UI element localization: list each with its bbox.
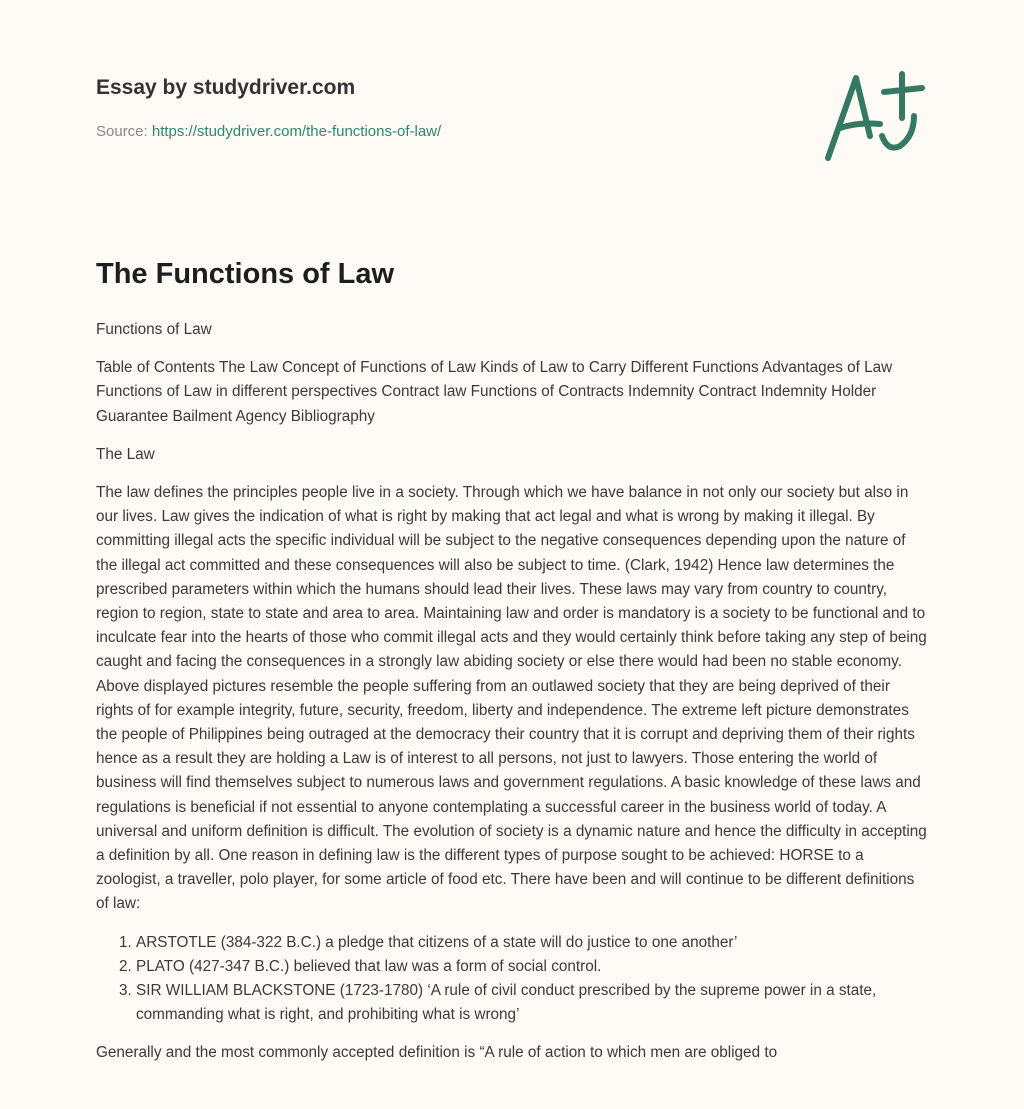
a-plus-logo-icon [818, 66, 928, 166]
list-item: 1. ARSTOTLE (384-322 B.C.) a pledge that citizens of a state will do justice to one another’ [136, 931, 928, 955]
body-paragraph: The law defines the principles people live in a society. Through which we have balance in not only our society but also in our lives. Law gives the indication of what is right by making that act legal and what is wrong by making it illegal. By committing illegal acts the specific individual will be subject to the negative consequences depending upon the nature of the illegal act committed and these consequences will also be subject to time. (Clark, 1942) Hence law determines the prescribed parameters within which the humans should lead their lives. These laws may vary from country to country, region to region, state to state and area to area. Maintaining law and order is mandatory is a society to be functional and to inculcate fear into the hearts of those who commit illegal acts and they would certainly think before taking any step of being caught and facing the consequences in a strongly law abiding society or else there would had been no stable economy. Above displayed pictures resemble the people suffering from an outlawed society that they are being deprived of their rights of for example integrity, future, security, freedom, liberty and independence. The extreme left picture demonstrates the people of Philippines being outraged at the democracy their country that it is corrupt and depriving them of their rights hence as a result they are holding a Law is of interest to all persons, not just to lawyers. Those entering the world of business will find themselves subject to numerous laws and government regulations. A basic knowledge of these laws and regulations is beneficial if not essential to anyone contemplating a successful career in the business world of today. A universal and uniform definition is difficult. The evolution of society is a dynamic nature and hence the difficulty in accepting a definition by all. One reason in defining law is the different types of purpose sought to be achieved: HORSE to a zoologist, a traveller, polo player, for some article of food etc. There have been and will continue to be different definitions of law: [96, 484, 927, 913]
page-title: The Functions of Law [96, 258, 395, 290]
source-label: Source: [96, 123, 148, 140]
source-link[interactable]: https://studydriver.com/the-functions-of-law/ [151, 123, 442, 140]
site-title: Essay by studydriver.com [96, 76, 356, 99]
source-line [96, 123, 441, 140]
article [96, 256, 928, 1080]
closing-paragraph: Generally and the most commonly accepted definition is “A rule of action to which men are obliged to [96, 1044, 778, 1062]
article-subtitle: Functions of Law [96, 321, 212, 338]
definitions-list [96, 931, 928, 1028]
list-item: 3. SIR WILLIAM BLACKSTONE (1723-1780) ‘A rule of civil conduct prescribed by the supreme power in a state, commanding what is right, and prohibiting what is wrong’ [136, 979, 928, 1027]
table-of-contents: Table of Contents The Law Concept of Functions of Law Kinds of Law to Carry Different Functions Advantages of Law Functions of Law in different perspectives Contract law Functions of Contracts Indemnity Contract Indemnity Holder Guarantee Bailment Agency Bibliography [96, 359, 893, 425]
list-item: 2. PLATO (427-347 B.C.) believed that law was a form of social control. [136, 955, 928, 979]
section-heading: The Law [96, 445, 155, 463]
